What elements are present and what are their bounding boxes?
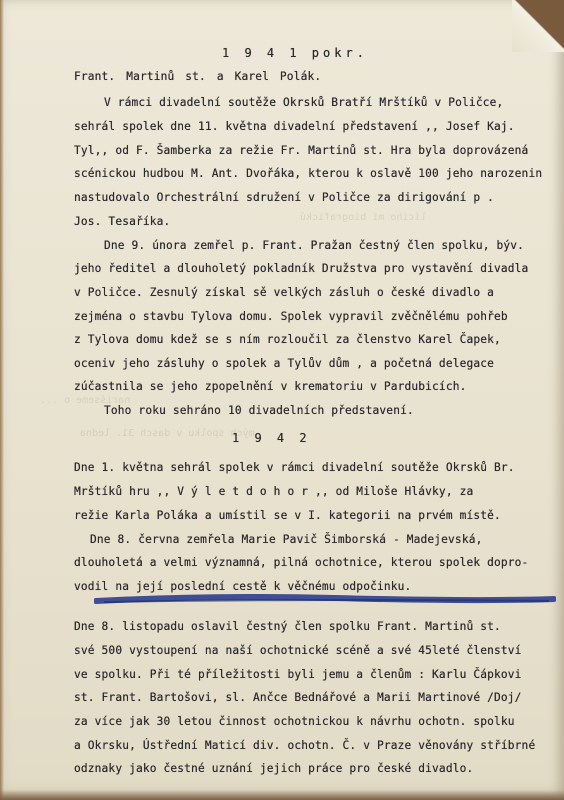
text-line: Dne 8. listopadu oslavil čestný člen spolku Frant. Martinů st. (74, 620, 501, 633)
blue-ink-divider (94, 594, 556, 606)
text-line: dlouholetá a velmi významná, pilná ochotnice, kterou spolek dopro- (74, 556, 529, 569)
section-subtitle: Frant. Martinů st. a Karel Polák. (74, 70, 322, 83)
reverse-side-bleed: narišseme o ... (40, 395, 131, 406)
text-line: Dne 9. února zemřel p. Frant. Pražan čestný člen spolku, býv. (104, 239, 525, 252)
text-line: sehrál spolek dne 11. května divadelní představení ,, Josef Kaj. (74, 120, 515, 133)
text-line: st. Frant. Bartošovi, sl. Ančce Bednářové a Marii Martinové /Doj/ (74, 691, 522, 704)
text-line: zejména o stavbu Tylova domu. Spolek vypravil zvěčnělému pohřeb (74, 310, 508, 323)
text-line: nastudovalo Orchestrální sdružení v Poličce za dirigování p . (74, 191, 495, 204)
text-line: Mrštíků hru ,, V ý l e t d o h o r ,, od Miloše Hlávky, za (74, 485, 474, 498)
page-bottom-edge (0, 790, 564, 800)
text-line: z Tylova domu kdež se s ním rozloučil za členstvo Karel Čapek, (74, 333, 501, 346)
text-line: režie Karla Poláka a umístil se v I. kategorii na prvém místě. (74, 509, 501, 522)
page-left-edge (0, 0, 4, 800)
reverse-side-bleed: lícího mí biografickú (300, 212, 427, 223)
text-line: za více jak 30 letou činnost ochotnickou k návrhu ochotn. spolku (74, 715, 515, 728)
text-line: Dne 1. května sehrál spolek v rámci divadelní soutěže Okrsků Br. (74, 461, 515, 474)
text-line: a Okrsku, Ústřední Maticí div. ochotn. Č. v Praze věnovány stříbrné (74, 739, 536, 752)
folded-corner (512, 0, 564, 52)
text-line: ve spolku. Při té příležitosti byli jemu a členům : Karlu Čápkovi (74, 668, 522, 681)
text-line: své 500 vystoupení na naší ochotnické scéně a své 45leté členství (74, 644, 522, 657)
page-title: 1 9 4 1 pokr. (222, 46, 368, 60)
text-line: v Poličce. Zesnulý získal sě velkých zásluh o české divadlo a (74, 286, 495, 299)
text-line: vodil na její poslední cestě k věčnému odpočinku. (74, 580, 412, 593)
text-line: Jos. Tesaříka. (74, 215, 171, 228)
text-line: Toho roku sehráno 10 divadelních představení. (104, 404, 414, 417)
text-line: scénickou hudbou M. Ant. Dvořáka, kterou k oslavě 100 jeho narozenin (74, 167, 543, 180)
text-line: odznaky jako čestné uznání jejich práce pro české divadlo. (74, 762, 474, 775)
text-line: Tyl,, od F. Šamberka za režie Fr. Martinů st. Hra byla doprovázená (74, 144, 529, 157)
text-line: V rámci divadelní soutěže Okrsků Bratří Mrštíků v Poličce, (104, 96, 504, 109)
text-line: Dne 8. června zemřela Marie Pavič Šimborská - Madejevská, (90, 533, 483, 546)
reverse-side-bleed: mých spolku v dasch 31. ledna (80, 428, 255, 439)
text-line: oceniv jeho zásluhy o spolek a Tylův dům , a početná delegace (74, 357, 495, 370)
text-line: jeho ředitel a dlouholetý pokladník Družstva pro vystavění divadla (74, 262, 529, 275)
year-heading: 1 9 4 2 (232, 431, 311, 445)
text-line: zúčastnila se jeho zpopelnění v krematoriu v Pardubicích. (74, 380, 467, 393)
